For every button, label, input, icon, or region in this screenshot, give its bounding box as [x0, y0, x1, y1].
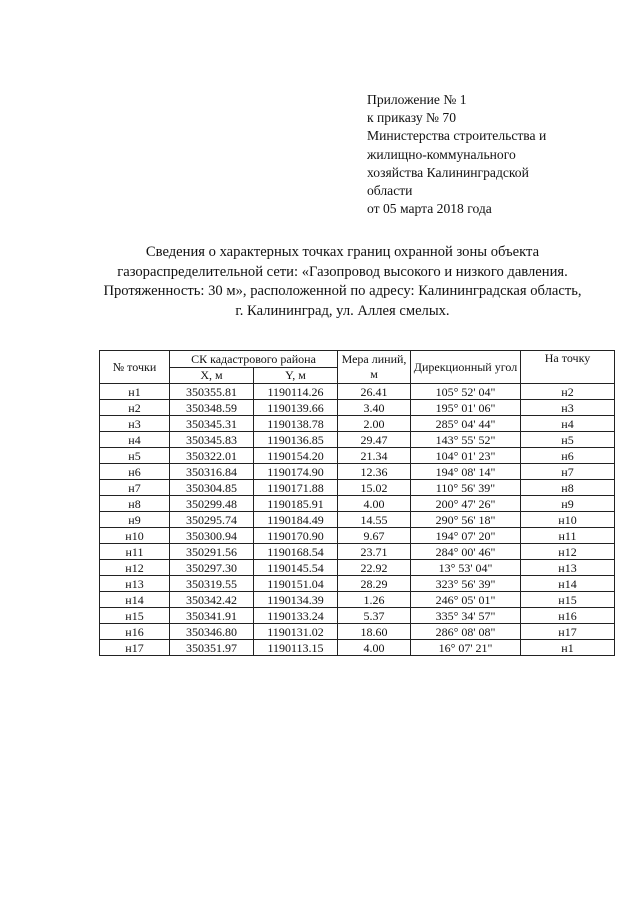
- cell-to-point: н7: [521, 464, 615, 480]
- cell-y: 1190131.02: [254, 624, 338, 640]
- cell-length: 29.47: [338, 432, 411, 448]
- cell-length: 26.41: [338, 384, 411, 400]
- cell-to-point: н6: [521, 448, 615, 464]
- annex-block: [367, 91, 617, 218]
- cell-x: 350346.80: [170, 624, 254, 640]
- annex-ministry-line: жилищно-коммунального: [367, 146, 516, 162]
- cell-y: 1190171.88: [254, 480, 338, 496]
- header-line-length: Мера линий, м: [338, 351, 411, 384]
- cell-angle: 195° 01' 06": [411, 400, 521, 416]
- cell-x: 350304.85: [170, 480, 254, 496]
- cell-angle: 285° 04' 44": [411, 416, 521, 432]
- cell-to-point: н13: [521, 560, 615, 576]
- cell-x: 350322.01: [170, 448, 254, 464]
- cell-point: н17: [100, 640, 170, 656]
- annex-ministry-line: Министерства строительства и: [367, 128, 547, 144]
- cell-to-point: н10: [521, 512, 615, 528]
- cell-angle: 16° 07' 21": [411, 640, 521, 656]
- table-row: [100, 544, 615, 560]
- cell-y: 1190139.66: [254, 400, 338, 416]
- table-row: [100, 496, 615, 512]
- cell-to-point: н16: [521, 608, 615, 624]
- cell-y: 1190134.39: [254, 592, 338, 608]
- cell-x: 350295.74: [170, 512, 254, 528]
- cell-to-point: н15: [521, 592, 615, 608]
- heading-line: г. Калининград, ул. Аллея смелых.: [235, 302, 450, 319]
- cell-point: н9: [100, 512, 170, 528]
- cell-x: 350291.56: [170, 544, 254, 560]
- cell-y: 1190154.20: [254, 448, 338, 464]
- table-row: [100, 592, 615, 608]
- cell-angle: 110° 56' 39": [411, 480, 521, 496]
- cell-angle: 335° 34' 57": [411, 608, 521, 624]
- cell-y: 1190114.26: [254, 384, 338, 400]
- cell-point: н8: [100, 496, 170, 512]
- cell-to-point: н3: [521, 400, 615, 416]
- annex-order-line: к приказу № 70: [367, 110, 457, 126]
- cell-point: н4: [100, 432, 170, 448]
- cell-length: 3.40: [338, 400, 411, 416]
- cell-point: н5: [100, 448, 170, 464]
- cell-x: 350297.30: [170, 560, 254, 576]
- cell-x: 350342.42: [170, 592, 254, 608]
- table-row: [100, 624, 615, 640]
- table-row: [100, 608, 615, 624]
- points-table: [99, 350, 615, 656]
- cell-angle: 286° 08' 08": [411, 624, 521, 640]
- cell-x: 350300.94: [170, 528, 254, 544]
- cell-point: н16: [100, 624, 170, 640]
- cell-angle: 143° 55' 52": [411, 432, 521, 448]
- cell-length: 18.60: [338, 624, 411, 640]
- table-row: [100, 528, 615, 544]
- cell-y: 1190113.15: [254, 640, 338, 656]
- cell-x: 350341.91: [170, 608, 254, 624]
- cell-angle: 284° 00' 46": [411, 544, 521, 560]
- cell-angle: 200° 47' 26": [411, 496, 521, 512]
- cell-y: 1190168.54: [254, 544, 338, 560]
- annex-ministry-line: хозяйства Калининградской: [367, 164, 529, 180]
- table-row: [100, 416, 615, 432]
- heading-line: Сведения о характерных точках границ охранной зоны объекта: [145, 244, 540, 260]
- table-row: [100, 448, 615, 464]
- annex-title: Приложение № 1: [367, 92, 467, 107]
- cell-to-point: н11: [521, 528, 615, 544]
- cell-length: 4.00: [338, 496, 411, 512]
- cell-x: 350351.97: [170, 640, 254, 656]
- cell-point: н1: [100, 384, 170, 400]
- annex-region-line: области: [367, 183, 413, 199]
- cell-y: 1190174.90: [254, 464, 338, 480]
- cell-y: 1190138.78: [254, 416, 338, 432]
- cell-x: 350355.81: [170, 384, 254, 400]
- cell-point: н14: [100, 592, 170, 608]
- cell-y: 1190136.85: [254, 432, 338, 448]
- cell-length: 15.02: [338, 480, 411, 496]
- cell-to-point: н17: [521, 624, 615, 640]
- cell-length: 22.92: [338, 560, 411, 576]
- table-row: [100, 384, 615, 400]
- cell-x: 350316.84: [170, 464, 254, 480]
- cell-length: 28.29: [338, 576, 411, 592]
- cell-point: н7: [100, 480, 170, 496]
- cell-y: 1190145.54: [254, 560, 338, 576]
- table-row: [100, 640, 615, 656]
- cell-to-point: н9: [521, 496, 615, 512]
- cell-point: н6: [100, 464, 170, 480]
- heading-line: газораспределительной сети: «Газопровод высокого и низкого давления.: [117, 263, 568, 280]
- header-point-number: № точки: [100, 351, 170, 384]
- table-row: [100, 576, 615, 592]
- cell-length: 5.37: [338, 608, 411, 624]
- header-x: X, м: [170, 368, 254, 384]
- table-row: [100, 512, 615, 528]
- cell-angle: 290° 56' 18": [411, 512, 521, 528]
- cell-point: н15: [100, 608, 170, 624]
- cell-to-point: н4: [521, 416, 615, 432]
- annex-date-line: от 05 марта 2018 года: [367, 201, 492, 217]
- table-row: [100, 560, 615, 576]
- cell-angle: 246° 05' 01": [411, 592, 521, 608]
- cell-y: 1190185.91: [254, 496, 338, 512]
- cell-length: 21.34: [338, 448, 411, 464]
- table-row: [100, 464, 615, 480]
- cell-x: 350348.59: [170, 400, 254, 416]
- table-row: [100, 400, 615, 416]
- cell-x: 350299.48: [170, 496, 254, 512]
- cell-length: 12.36: [338, 464, 411, 480]
- cell-point: н11: [100, 544, 170, 560]
- cell-to-point: н2: [521, 384, 615, 400]
- points-table-body: [100, 384, 615, 656]
- cell-x: 350319.55: [170, 576, 254, 592]
- cell-point: н12: [100, 560, 170, 576]
- heading-line: Протяженность: 30 м», расположенной по адресу: Калининградская область,: [103, 283, 582, 299]
- cell-length: 23.71: [338, 544, 411, 560]
- cell-angle: 194° 07' 20": [411, 528, 521, 544]
- cell-to-point: н14: [521, 576, 615, 592]
- cell-angle: 323° 56' 39": [411, 576, 521, 592]
- cell-point: н10: [100, 528, 170, 544]
- cell-angle: 13° 53' 04": [411, 560, 521, 576]
- header-direction-angle: Дирекционный угол: [411, 351, 521, 384]
- cell-x: 350345.83: [170, 432, 254, 448]
- cell-to-point: н5: [521, 432, 615, 448]
- cell-x: 350345.31: [170, 416, 254, 432]
- cell-angle: 194° 08' 14": [411, 464, 521, 480]
- header-cadastral-system: СК кадастрового района: [170, 351, 338, 368]
- cell-y: 1190151.04: [254, 576, 338, 592]
- cell-y: 1190184.49: [254, 512, 338, 528]
- table-row: [100, 480, 615, 496]
- document-heading: [80, 243, 605, 321]
- cell-length: 14.55: [338, 512, 411, 528]
- cell-length: 2.00: [338, 416, 411, 432]
- header-to-point: На точку: [521, 351, 615, 384]
- cell-length: 9.67: [338, 528, 411, 544]
- cell-point: н13: [100, 576, 170, 592]
- cell-to-point: н1: [521, 640, 615, 656]
- cell-point: н3: [100, 416, 170, 432]
- cell-angle: 105° 52' 04": [411, 384, 521, 400]
- table-row: [100, 432, 615, 448]
- cell-to-point: н12: [521, 544, 615, 560]
- cell-length: 1.26: [338, 592, 411, 608]
- cell-y: 1190133.24: [254, 608, 338, 624]
- cell-point: н2: [100, 400, 170, 416]
- header-y: Y, м: [254, 368, 338, 384]
- cell-length: 4.00: [338, 640, 411, 656]
- cell-to-point: н8: [521, 480, 615, 496]
- cell-angle: 104° 01' 23": [411, 448, 521, 464]
- cell-y: 1190170.90: [254, 528, 338, 544]
